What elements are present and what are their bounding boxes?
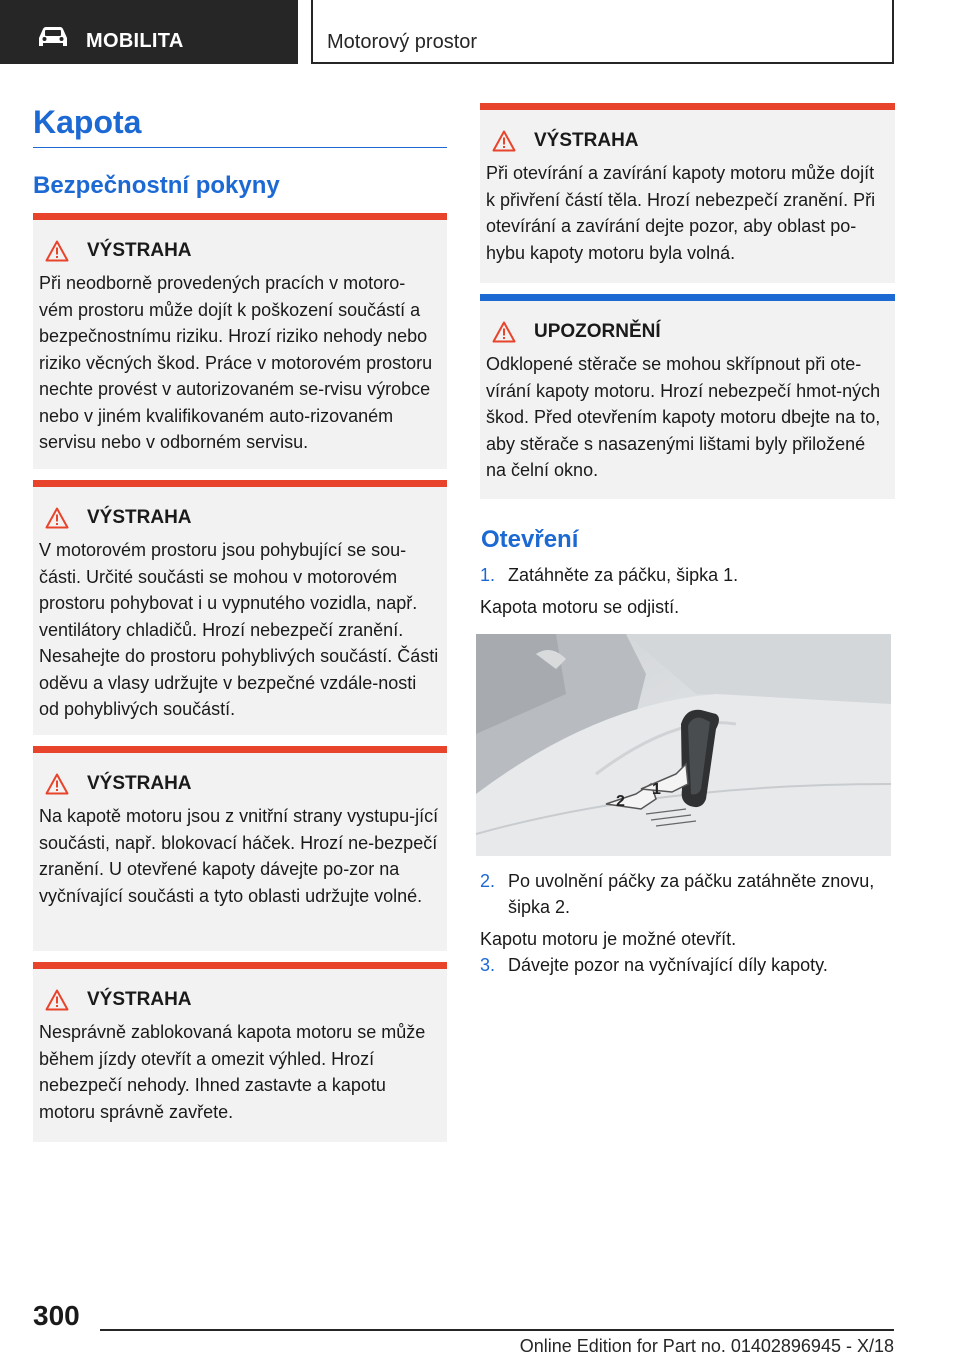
hood-release-photo	[476, 634, 891, 856]
warning-box	[480, 103, 895, 283]
step-text: Po uvolnění páčky za páčku zatáhněte znovu, šipka 2.	[508, 871, 875, 917]
photo-label-2: 2	[616, 793, 625, 810]
section-heading: Bezpečnostní pokyny	[33, 172, 280, 199]
warning-box	[33, 962, 447, 1142]
warning-triangle-icon	[45, 773, 69, 795]
hood-release-illustration	[476, 634, 891, 856]
step-item	[480, 562, 900, 588]
warning-text: Na kapotě motoru jsou z vnitřní strany vystupu-jící součásti, např. blokovací háček. Hrozí ne-bezpečí zranění. U otevřené kapoty dávejte po-zor na vyčnívající součásti a tyto oblasti udržujte volné.	[39, 806, 439, 906]
warning-title-text: VÝSTRAHA	[87, 773, 192, 794]
warning-title-text: VÝSTRAHA	[87, 507, 192, 528]
car-icon	[36, 26, 70, 48]
caution-triangle-icon	[492, 321, 516, 343]
footer-edition: Online Edition for Part no. 01402896945 - X/18	[519, 1336, 894, 1356]
warning-title-text: VÝSTRAHA	[87, 240, 192, 261]
warning-box	[33, 746, 447, 951]
warning-text: Nesprávně zablokovaná kapota motoru se může během jízdy otevřít a omezit výhled. Hrozí nebezpečí nehody. Ihned zastavte a kapotu motoru správně zavřete.	[39, 1022, 426, 1122]
step-number: 2.	[480, 871, 496, 891]
caution-title	[492, 321, 887, 343]
step-text: Dávejte pozor na vyčnívající díly kapoty.	[508, 955, 828, 975]
header-section-label: MOBILITA	[86, 30, 184, 52]
warning-triangle-icon	[45, 507, 69, 529]
warning-text: Při otevírání a zavírání kapoty motoru může dojít k přivření částí těla. Hrozí nebezpečí zranění. Při otevírání a zavírání dejte pozor, aby oblast po-hybu kapoty motoru byla volná.	[486, 163, 876, 263]
warning-title	[492, 130, 887, 152]
warning-title	[45, 773, 439, 795]
warning-triangle-icon	[45, 240, 69, 262]
caution-box	[480, 294, 895, 499]
section-heading-open: Otevření	[481, 526, 579, 553]
step-item	[480, 952, 900, 978]
warning-text: V motorovém prostoru jsou pohybující se sou-části. Určité součásti se mohou v motorovém prostoru pohybovat i u vypnutého vozidla, např. ventilátory chladičů. Hrozí nebezpečí zranění. Nesahejte do prostoru pohyblivých součástí. Části oděvu a vlasy udržujte v bezpečné vzdále-nosti od pohyblivých součástí.	[39, 540, 439, 719]
step-list	[480, 562, 900, 620]
step-list-continued	[480, 868, 900, 984]
page-title: Kapota	[33, 104, 142, 140]
header-section-tab	[0, 0, 298, 64]
step-number: 1.	[480, 565, 496, 585]
header-topic-label: Motorový prostor	[327, 31, 478, 53]
title-divider	[33, 147, 447, 148]
step-number: 3.	[480, 955, 496, 975]
warning-title	[45, 507, 439, 529]
header-topic	[311, 0, 894, 64]
warning-triangle-icon	[45, 989, 69, 1011]
page-number: 300	[33, 1300, 80, 1331]
photo-label-1: 1	[652, 781, 661, 798]
footer-divider	[100, 1329, 894, 1331]
warning-triangle-icon	[492, 130, 516, 152]
step-item	[480, 868, 900, 920]
warning-title	[45, 240, 439, 262]
warning-title	[45, 989, 439, 1011]
step-text: Zatáhněte za páčku, šipka 1.	[508, 565, 739, 585]
warning-box	[33, 213, 447, 469]
caution-text: Odklopené stěrače se mohou skřípnout při ote-vírání kapoty motoru. Hrozí nebezpečí hmot-ných škod. Před otevřením kapoty motoru dbejte na to, aby stěrače s nasazenými lištami byly přiložené na čelní okno.	[486, 354, 881, 480]
warning-title-text: VÝSTRAHA	[534, 130, 639, 151]
caution-title-text: UPOZORNĚNÍ	[534, 321, 661, 342]
step-note: Kapotu motoru je možné otevřít.	[480, 929, 737, 949]
warning-text: Při neodborně provedených pracích v motoro-vém prostoru může dojít k poškození součástí a bezpečnostnímu riziku. Hrozí riziko nehody nebo riziko věcných škod. Práce v motorovém prostoru nechte provést v autorizovaném se-rvisu výrobce nebo v jiném kvalifikovaném auto-rizovaném servisu nebo v odborném servisu.	[39, 273, 433, 452]
warning-box	[33, 480, 447, 735]
warning-title-text: VÝSTRAHA	[87, 989, 192, 1010]
step-note: Kapota motoru se odjistí.	[480, 597, 680, 617]
